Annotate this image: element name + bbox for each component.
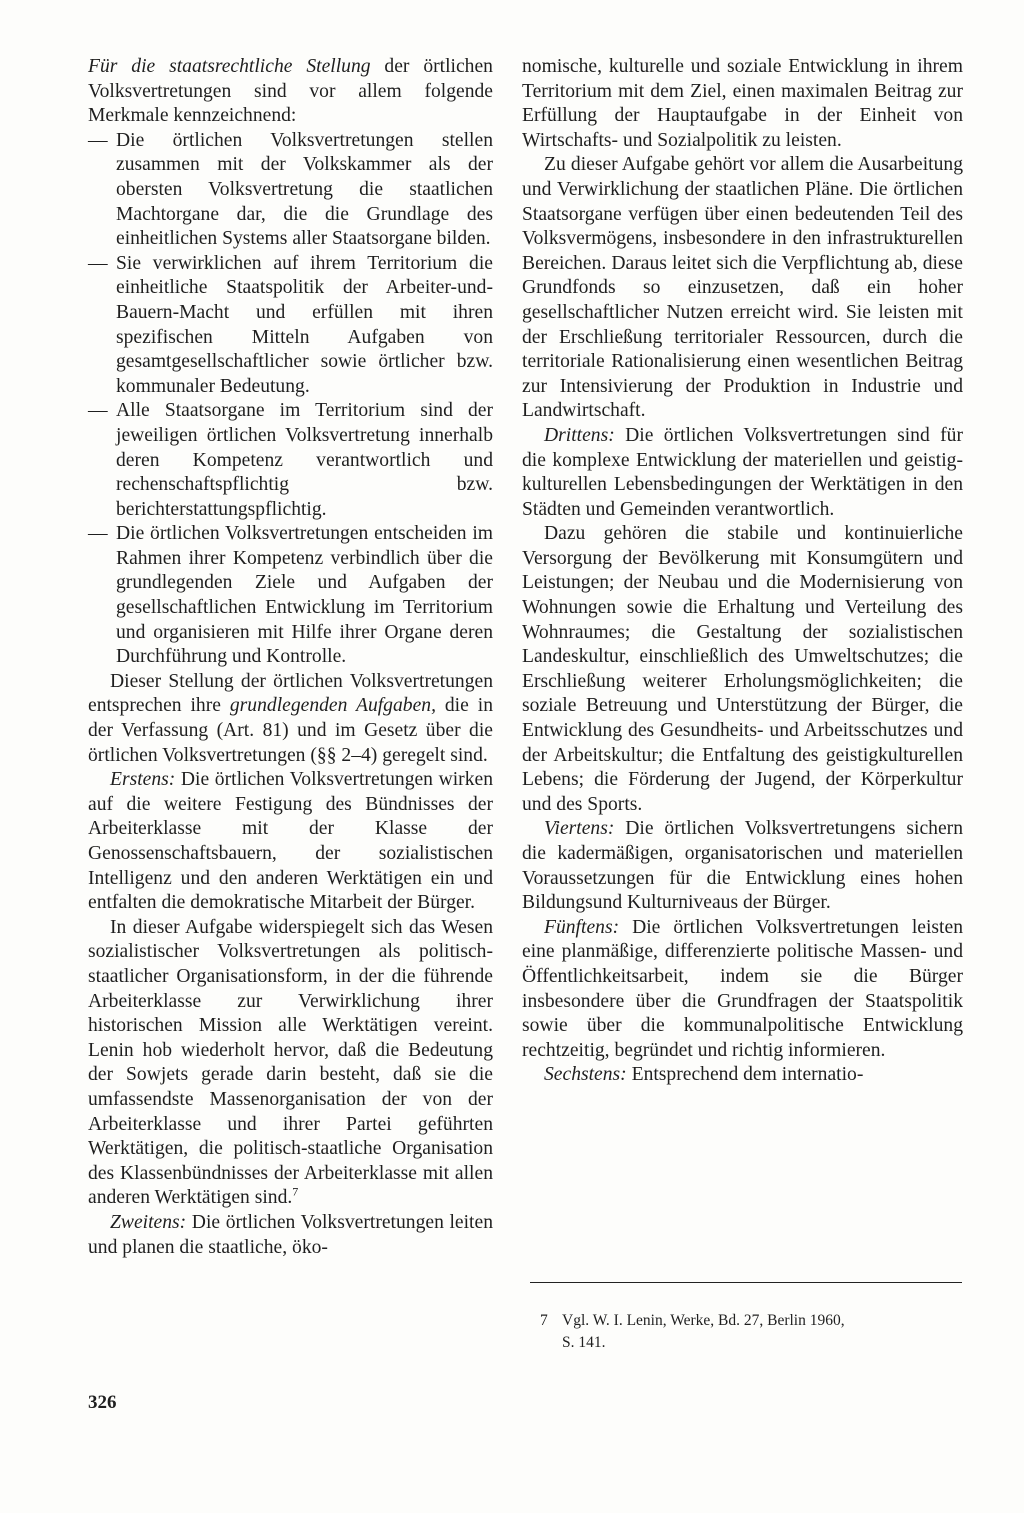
paragraph [88, 916, 493, 1211]
footnote-line [540, 1310, 965, 1332]
list-item: — Alle Staatsorgane im Territorium sind der jeweiligen örtlichen Volksvertretung innerhalb deren Kompetenz verantwortlich und rechenschaftspflichtig bzw. berichterstattungspflichtig. [116, 399, 493, 522]
paragraph-text: Dazu gehören die stabile und kontinuierliche Versorgung der Bevölkerung mit Konsumgütern und Leistungen; der Neubau und die Modernisierung von Wohnungen sowie die Erhaltung und Verteilung des Wohnraumes; die Gestaltung der sozialistischen Landeskultur, einschließlich des Umweltschutzes; die Erschließung weiterer Erholungsmöglichkeiten; die soziale Betreuung und Unterstützung der Bürger, die Entwicklung des Gesundheits- und Arbeitsschutzes und der Arbeitskultur; die Entfaltung des geistigkulturellen Lebens; die Förderung der Jugend, der Körperkultur und des Sports. [522, 523, 963, 815]
paragraph-text: Zu dieser Aufgabe gehört vor allem die Ausarbeitung und Verwirklichung der staatlichen Pläne. Die örtlichen Staatsorgane verfügen über einen bedeutenden Teil des Volksvermögens, insbesondere in den infrastrukturellen Bereichen. Daraus leitet sich die Verpflichtung ab, diese Grundfonds so einzusetzen, daß ein hoher gesellschaftlicher Nutzen erreicht wird. Sie leisten mit der Erschließung territorialer Ressourcen, durch die territoriale Rationalisierung einen wesentlichen Beitrag zur Intensivierung der Produktion in Industrie und Landwirtschaft. [522, 154, 963, 422]
footnote-text: S. 141. [562, 1334, 606, 1351]
paragraph [88, 768, 493, 916]
footnote-text: Vgl. W. I. Lenin, Werke, Bd. 27, Berlin 1960, [562, 1312, 845, 1329]
footnote [540, 1310, 965, 1354]
paragraph-text: die in der Verfassung (Art. 81) und im Gesetz über die örtlichen Volksvertretungen (§§ 2–4) geregelt sind. [88, 695, 493, 766]
paragraph [522, 153, 963, 424]
paragraph [522, 522, 963, 817]
paragraph-text: nomische, kulturelle und soziale Entwicklung in ihrem Territorium mit dem Ziel, einen maximalen Beitrag zur Erfüllung der Hauptaufgabe in der Einheit von Wirtschafts- und Sozialpolitik zu leisten. [522, 56, 963, 151]
paragraph [88, 670, 493, 768]
list-item: — Sie verwirklichen auf ihrem Territorium die einheitliche Staatspolitik der Arbeiter-und-Bauern-Macht und erfüllen mit ihren spezifischen Mitteln Aufgaben von gesamtgesellschaftlicher sowie örtlicher bzw. kommunaler Bedeutung. [116, 252, 493, 400]
paragraph-lead: Fünftens: [544, 916, 620, 938]
paragraph [88, 1211, 493, 1260]
paragraph-text: Entsprechend dem internatio- [626, 1064, 864, 1086]
footnote-divider [530, 1282, 962, 1283]
paragraph-text: Dieser Stellung der örtlichen Volksvertretungen entsprechen ihre [88, 670, 493, 717]
paragraph-text: In dieser Aufgabe widerspiegelt sich das Wesen sozialistischer Volksvertretungen als politisch-staatlicher Organisationsform, in der die führende Arbeiterklasse zur Verwirklichung ihrer historischen Mission alle Werktätigen vereint. Lenin hob wiederholt hervor, daß die Bedeutung der Sowjets gerade darin besteht, daß sie die umfassendste Massenorganisation der von der Arbeiterklasse und ihrer Partei geführten Werktätigen, die politisch-staatliche Organisation des Klassenbündnisses der Arbeiterklasse mit allen anderen Werktätigen sind. [88, 916, 493, 1209]
page-number: 326 [88, 1392, 117, 1413]
paragraph [522, 55, 963, 153]
paragraph-lead: Viertens: [544, 818, 615, 840]
left-column [88, 55, 493, 1260]
paragraph-text: Die örtlichen Volksvertretungen sind für die komplexe Entwicklung der materiellen und geistig-kulturellen Lebensbedingungen der Werktätigen in den Städten und Gemeinden verantwortlich. [522, 424, 963, 520]
right-column [522, 55, 963, 1088]
footnote-reference[interactable]: 7 [292, 1184, 299, 1199]
paragraph [522, 424, 963, 522]
paragraph-lead: Für die staatsrechtliche Stellung [88, 56, 371, 77]
paragraph [522, 1063, 963, 1088]
paragraph [522, 916, 963, 1064]
paragraph-text: Die örtlichen Volksvertretungen leisten eine planmäßige, differenzierte politische Massen- und Öffentlichkeitsarbeit, indem sie die Bürger insbesondere über die Grundfragen der Staatspolitik sowie über die kommunalpolitische Entwicklung rechtzeitig, begründet und richtig informieren. [522, 916, 963, 1061]
paragraph-text: Die örtlichen Volksvertretungens sichern die kadermäßigen, organisatorischen und materiellen Voraussetzungen für die Entwicklung eines hohen Bildungsund Kulturniveaus der Bürger. [522, 818, 963, 914]
emphasis-text: grundlegenden Aufgaben, [229, 695, 436, 717]
dash-list [88, 129, 493, 670]
paragraph-lead: Erstens: [110, 769, 176, 791]
paragraph-text: Die örtlichen Volksvertretungen leiten und planen die staatliche, öko- [88, 1211, 493, 1258]
footnote-number: 7 [540, 1312, 548, 1329]
paragraph-lead: Drittens: [544, 424, 615, 446]
list-item: — Die örtlichen Volksvertretungen entscheiden im Rahmen ihrer Kompetenz verbindlich über die grundlegenden Ziele und Aufgaben der gesellschaftlichen Entwicklung im Territorium und organisieren mit Hilfe ihrer Organe deren Durchführung und Kontrolle. [116, 522, 493, 670]
paragraph [88, 55, 493, 129]
paragraph [522, 817, 963, 915]
paragraph-lead: Zweitens: [110, 1211, 187, 1233]
list-item: — Die örtlichen Volksvertretungen stellen zusammen mit der Volkskammer als der obersten Volksvertretung die staatlichen Machtorgane dar, die die Grundlage des einheitlichen Systems aller Staatsorgane bilden. [116, 129, 493, 252]
paragraph-lead: Sechstens: [544, 1064, 627, 1086]
paragraph-text: der örtlichen Volksvertretungen sind vor allem folgende Merkmale kennzeichnend: [88, 56, 493, 127]
paragraph-text: Die örtlichen Volksvertretungen wirken auf die weitere Festigung des Bündnisses der Arbeiterklasse mit der Klasse der Genossenschaftsbauern, der sozialistischen Intelligenz und den anderen Werktätigen ein und entfalten die demokratische Mitarbeit der Bürger. [88, 769, 493, 914]
